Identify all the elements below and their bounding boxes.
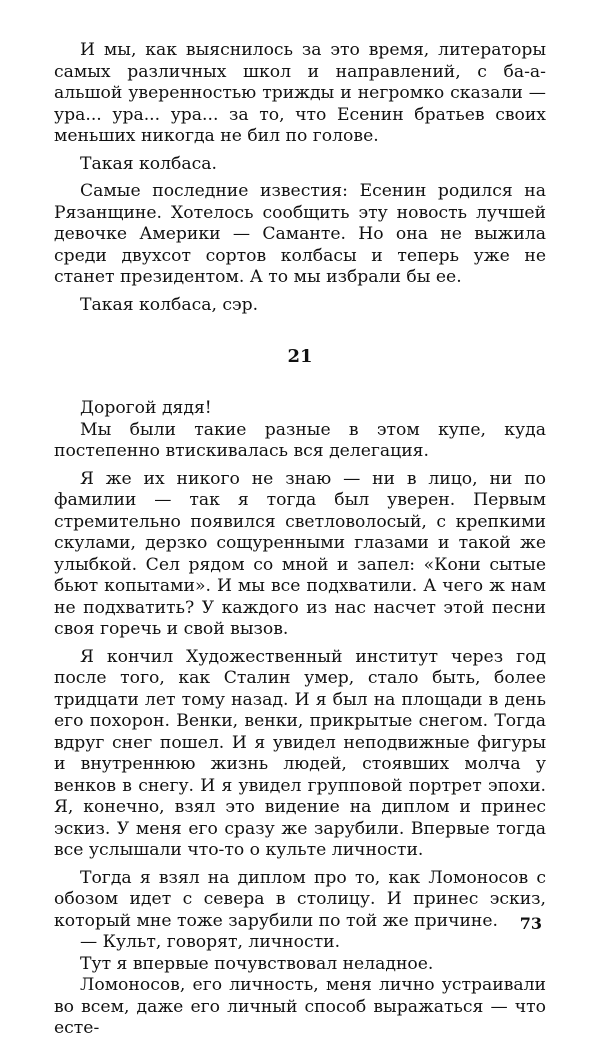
- paragraph: Тут я впервые почувствовал неладное.: [80, 953, 434, 974]
- chapter-number: 21: [287, 346, 313, 367]
- paragraph: Тогда я взял на диплом про то, как Ломоносов с обозом идет с севера в столицу. И принес эскиз, который мне тоже зарубили по той же причине.: [54, 867, 546, 931]
- paragraph: Мы были такие разные в этом купе, куда постепенно втискивалась вся делегация.: [54, 419, 546, 461]
- paragraph: — Культ, говорят, личности.: [80, 932, 341, 952]
- paragraph: Я же их никого не знаю — ни в лицо, ни по фамилии — так я тогда был уверен. Первым стремительно появился светловолосый, с крепкими скулами, дерзко сощуренными глазами и такой же улыбкой. Сел рядом со мной и запел: «Кони сытые бьют копытами». И мы все подхватили. А чего ж нам не подхватить? У каждого из нас насчет этой песни своя горечь и свой вызов.: [54, 468, 546, 639]
- paragraph: Такая колбаса.: [80, 153, 217, 174]
- paragraph: Я кончил Художественный институт через год после того, как Сталин умер, стало быть, более тридцати лет тому назад. И я был на площади в день его похорон. Венки, венки, прикрытые снегом. Тогда вдруг снег пошел. И я увидел неподвижные фигуры и внутреннюю жизнь людей, стоявших молча у венков в снегу. И я увидел групповой портрет эпохи. Я, конечно, взял это видение на диплом и принес эскиз. У меня его сразу же зарубили. Впервые тогда все услышали что-то о культе личности.: [54, 646, 546, 860]
- paragraph: Самые последние известия: Есенин родился на Рязанщине. Хотелось сообщить эту новость лучшей девочке Америки — Саманте. Но она не выжила среди двухсот сортов колбасы и теперь уже не станет президентом. А то мы избрали бы ее.: [54, 181, 546, 287]
- page-number: 73: [519, 914, 542, 933]
- paragraph: И мы, как выяснилось за это время, литераторы самых различных школ и направлений, с ба-а-альшой уверенностью трижды и негромко сказали — ура... ура... ура... за то, что Есенин братьев своих меньших никогда не бил по голове.: [54, 40, 546, 146]
- paragraph: Ломоносов, его личность, меня лично устраивали во всем, даже его личный способ выражаться — что есте-: [54, 975, 546, 1038]
- paragraph: Дорогой дядя!: [80, 398, 212, 418]
- paragraph: Такая колбаса, сэр.: [80, 294, 259, 315]
- book-page: [54, 40, 546, 1038]
